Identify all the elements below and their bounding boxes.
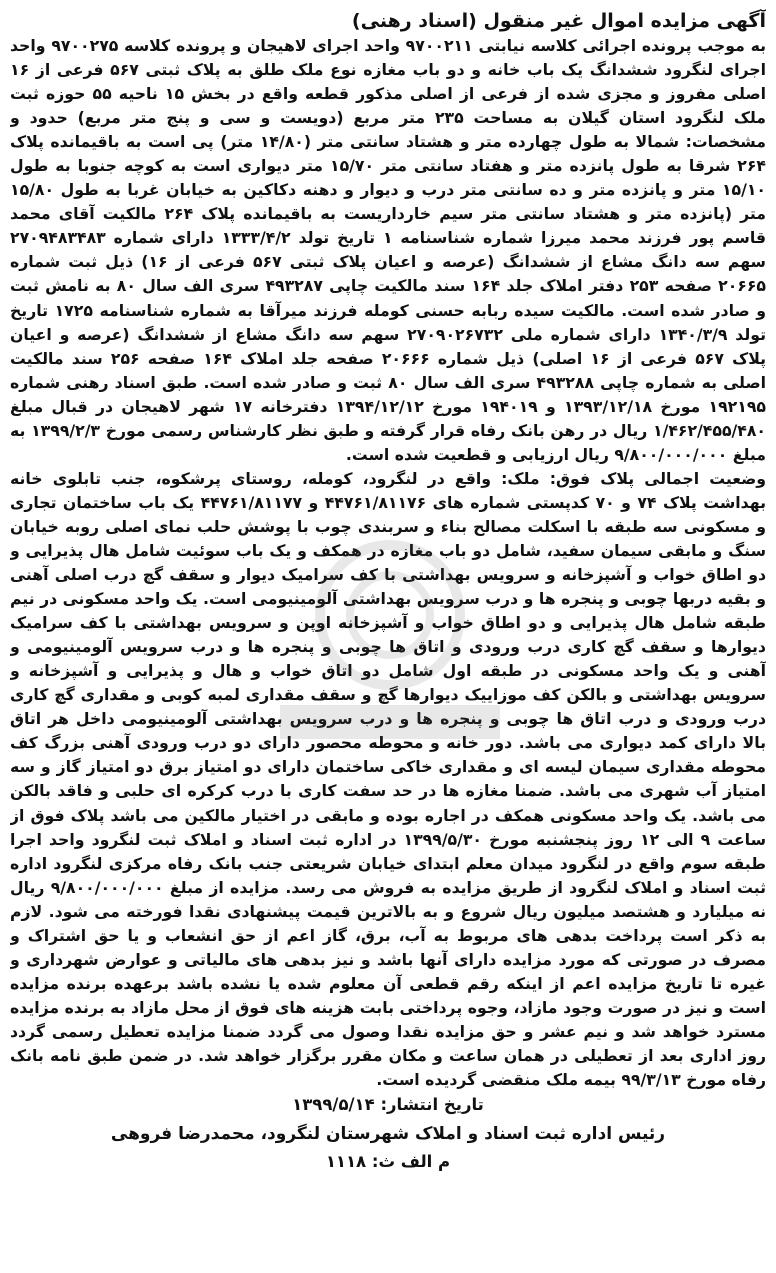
publish-date: تاریخ انتشار: ۱۳۹۹/۵/۱۴ [292,1095,484,1115]
notice-title: آگهی مزایده اموال غیر منقول (اسناد رهنی) [351,10,766,32]
signature-line: رئیس اداره ثبت اسناد و املاک شهرستان لنگرود، محمدرضا فروهی [110,1124,666,1145]
notice-paragraph-property-details: به موجب پرونده اجرائی کلاسه نیابتی ۹۷۰۰۲۱۱ واحد اجرای لاهیجان و پرونده کلاسه ۹۷۰۰۲۷۵ واحد اجرای لنگرود ششدانگ یک باب خانه و دو باب مغازه نوع ملک طلق به پلاک ثبتی ۵۶۷ فرعی از ۱۶ اصلی مفروز و مجزی شده از فرعی از اصلی مذکور قطعه واقع در بخش ۱۵ ناحیه ۵۵ حوزه ثبت ملک لنگرود استان گیلان به مساحت ۲۳۵ متر مربع (دویست و سی و پنج متر مربع) حدود و مشخصات: شمالا به طول چهارده متر و هشتاد سانتی متر (۱۴/۸۰ متر) پی است به باقیمانده پلاک ۲۶۴ شرقا به طول پانزده متر و هفتاد سانتی متر ۱۵/۷۰ متر دیواری است به کوچه جنوبا به طول ۱۵/۱۰ متر و پانزده متر و ده سانتی متر درب و دیوار و دهنه دکاکین به خیابان غربا به طول ۱۵/۸۰ متر (پانزده متر و هشتاد سانتی متر سیم خارداریست به باقیمانده پلاک ۲۶۴ مالکیت آقای محمد قاسم پور فرزند محمد میرزا شماره شناسنامه ۱ تاریخ تولد ۱۳۳۳/۴/۲ دارای شماره ۲۷۰۹۴۸۳۴۸۳ سهم سه دانگ مشاع از ششدانگ (عرصه و اعیان پلاک ثبتی ۵۶۷ فرعی از ۱۶) ذیل ثبت شماره ۲۰۶۶۵ صفحه ۲۵۳ دفتر املاک جلد ۱۶۴ سند مالکیت چاپی ۴۹۳۲۸۷ سری الف سال ۸۰ به نامش ثبت و صادر شده است. مالکیت سیده ربابه حسنی کومله فرزند میرآقا به شماره شناسنامه ۱۷۲۵ تاریخ تولد ۱۳۴۰/۳/۹ دارای شماره ملی ۲۷۰۹۰۲۶۷۳۲ سهم سه دانگ مشاع از ششدانگ (عرصه و اعیان پلاک ۵۶۷ فرعی از ۱۶ اصلی) ذیل شماره ۲۰۶۶۶ صفحه جلد املاک ۱۶۴ صفحه ۲۵۶ سند مالکیت اصلی به شماره چاپی ۴۹۳۲۸۸ سری الف سال ۸۰ ثبت و صادر شده است. طبق اسناد رهنی شماره ۱۹۲۱۹۵ مورخ ۱۳۹۳/۱۲/۱۸ و ۱۹۴۰۱۹ مورخ ۱۳۹۴/۱۲/۱۲ دفترخانه ۱۷ شهر لاهیجان در قبال مبلغ ۱/۴۶۲/۴۵۵/۴۸۰ ریال در رهن بانک رفاه قرار گرفته و طبق نظر کارشناس رسمی مورخ ۱۳۹۹/۲/۳ به مبلغ ۹/۸۰۰/۰۰۰/۰۰۰ ریال ارزیابی و قطعیت شده است. [10,36,766,464]
notice-paragraph-auction-terms: وضعیت اجمالی پلاک فوق: ملک: واقع در لنگرود، کومله، روستای پرشکوه، جنب تابلوی خانه بهداشت پلاک ۷۴ و ۷۰ کدپستی شماره های ۴۴۷۶۱/۸۱۱۷۶ و ۴۴۷۶۱/۸۱۱۷۷ یک باب ساختمان تجاری و مسکونی سه طبقه با اسکلت مصالح بناء و سربندی چوب با پوشش حلب نمای اصلی روبه خیابان سنگ و مابقی سیمان سفید، شامل دو باب مغازه در همکف و یک باب سوئیت شامل هال پذیرایی و دو اطاق خواب و آشپزخانه و سرویس بهداشتی با کف سرامیک دیوار و سقف گچ درب اصلی آهنی و بقیه دربها چوبی و پنجره ها و درب سرویس بهداشتی آلومینیومی است. یک واحد مسکونی در نیم طبقه شامل هال پذیرایی و دو اطاق خواب و آشپزخانه اوپن و سرویس بهداشتی با کف سرامیک دیوارها و سقف گچ کاری درب ورودی و اتاق ها چوبی و پنجره ها و درب سرویس آلومینیومی و آهنی و یک واحد مسکونی در طبقه اول شامل دو اتاق خواب و هال و پذیرایی و آشپزخانه و سرویس بهداشتی و بالکن کف موزاییک دیوارها گچ و سقف مقداری لمبه کوبی و مقداری گچ کاری درب ورودی و درب اتاق ها چوبی و پنجره ها و درب سرویس بهداشتی آلومینیومی داخل هر اتاق بالا دارای کمد دیواری می باشد. دور خانه و محوطه محصور دارای دو درب ورودی آهنی بزرگ کف محوطه مقداری سیمان لیسه ای و مقداری خاکی ساختمان دارای دو امتیاز برق دو امتیاز گاز و سه امتیاز آب شهری می باشد. ضمنا مغازه ها در حد سفت کاری با درب کرکره ای حلبی و فاقد بالکن می باشد. یک واحد مسکونی همکف در اجاره بوده و مابقی در اختیار مالکین می باشد پلاک فوق از ساعت ۹ الی ۱۲ روز پنجشنبه مورخ ۱۳۹۹/۵/۳۰ در اداره ثبت اسناد و املاک ثبت لنگرود واحد اجرا طبقه سوم واقع در لنگرود میدان معلم ابتدای خیابان شریعتی جنب بانک رفاه مرکزی لنگرود اداره ثبت اسناد و املاک لنگرود از طریق مزایده به فروش می رسد. مزایده از مبلغ ۹/۸۰۰/۰۰۰/۰۰۰ ریال نه میلیارد و هشتصد میلیون ریال شروع و به بالاترین قیمت پیشنهادی نقدا فورخته می شود. لازم به ذکر است پرداخت بدهی های مربوط به آب، برق، گاز اعم از حق انشعاب و یا حق اشتراک و مصرف در صورتی که مورد مزایده دارای آنها باشد و نیز بدهی های مالیاتی و عوارض شهرداری و غیره تا تاریخ مزایده اعم از اینکه رقم قطعی آن معلوم شده یا نشده باشد برعهده برنده مزایده است و نیز در صورت وجود مازاد، وجوه پرداختی بابت هزینه های فوق از محل مازاد به برنده مزایده مسترد خواهد شد و نیم عشر و حق مزایده نقدا وصول می گردد ضمنا مزایده تعطیل رسمی گردد روز اداری بعد از تعطیلی در همان ساعت و مکان مقرر برگزار خواهد شد. در ضمن طبق نامه بانک رفاه مورخ ۹۹/۳/۱۳ بیمه ملک منقضی گردیده است. [10,468,766,1090]
reference-code: م الف ث: ۱۱۱۸ [325,1152,451,1172]
auction-notice [10,8,766,1265]
